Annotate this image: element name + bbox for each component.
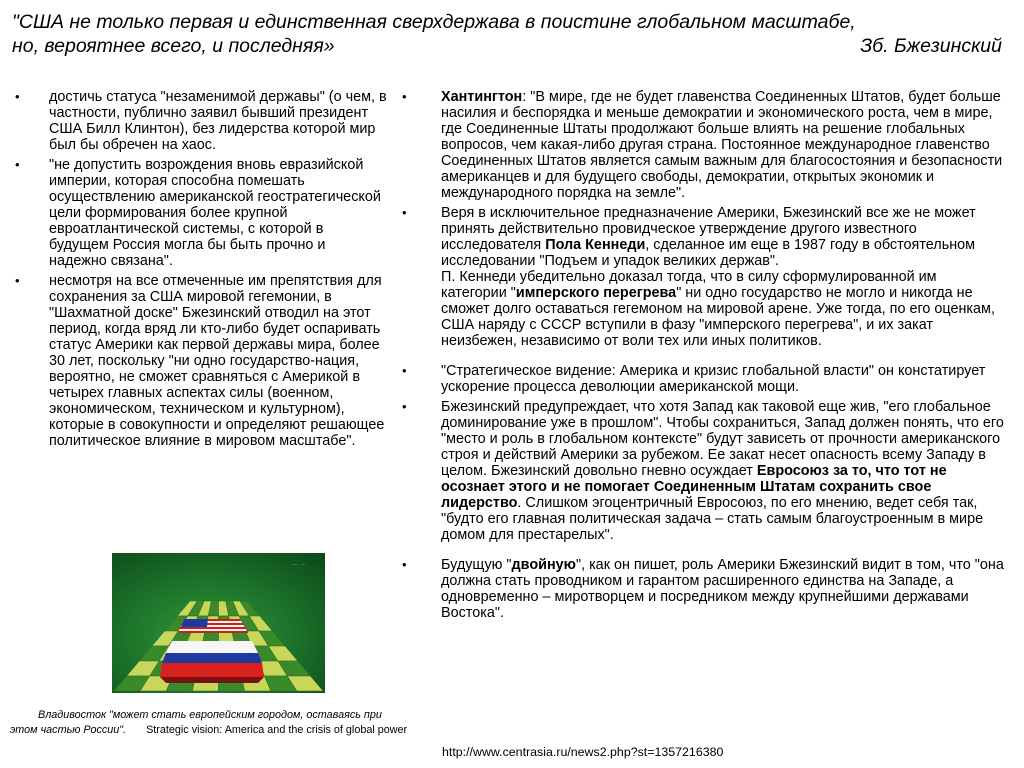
image-caption (10, 708, 410, 738)
list-item-text: достичь статуса "незаменимой державы" (о чем, в частности, публично заявил бывший президент США Билл Клинтон), без лидерства которой мир был бы обречен на хаос. (49, 89, 387, 153)
list-item-west-warning (400, 399, 1005, 543)
kennedy-para2-b: " ни одно государство не могло и никогда не сможет долго оставаться гегемоном на мировой арене. Уже тогда, по его оценкам, США наряду с СССР вступили в фазу "имперского перегрева", и их закат неизбежен, независимо от воли тех или иных политиков. (441, 285, 995, 349)
eu-criticism: Евросоюз за то, что тот не осознает этого и не помогает Соединенным Штатам сохранить свое лидерство (441, 463, 947, 511)
list-item (12, 273, 387, 449)
list-item (12, 89, 387, 153)
kennedy-para2-a: П. Кеннеди убедительно доказал тогда, что в силу сформулированной им категории " (441, 269, 937, 301)
left-column (12, 89, 387, 453)
quote-line-1: "США не только первая и единственная сверхдержава в поистине глобальном масштабе, (12, 11, 856, 33)
list-item (12, 157, 387, 269)
right-column (400, 89, 1005, 625)
bullet-icon: • (15, 89, 20, 104)
bullet-icon: • (402, 399, 407, 414)
caption-english: Strategic vision: America and the crisis of global power (146, 724, 408, 736)
quote-author: Зб. Бжезинский (860, 35, 1002, 57)
term-imperial-overstretch: имперского перегрева (515, 285, 677, 301)
list-item-kennedy (400, 205, 1005, 349)
west-warning-text-a: Бжезинский предупреждает, что хотя Запад как таковой еще жив, "его глобальное доминирование уже в прошлом". Чтобы сохраниться, Запад должен понять, что его "место и роль в глобальном контексте" будут зависеть от прочности американского строя и действий Америки за рубежом. Ее закат несет опасность всему Западу в целом. Бжезинский довольно гневно осуждает (441, 399, 1004, 479)
left-bullet-list (12, 89, 387, 449)
kennedy-paragraph-2 (441, 269, 1005, 349)
bullet-icon: • (402, 89, 407, 104)
list-item-text: несмотря на все отмеченные им препятствия для сохранения за США мировой гегемонии, в "Шахматной доске" Бжезинский отводил на этот период, когда вряд ли кто-либо будет оспаривать статус Америки как первой державы мира, более 30 лет, поскольку "ни одно государство-нация, вероятно, не сможет сравняться с Америкой в четырех главных аспектах силы (военном, экономическом, техническом и культурном), которые в совокупности и определяют решающее политическое влияние в мировом масштабе". (49, 273, 385, 449)
source-url: http://www.centrasia.ru/news2.php?st=1357216380 (442, 745, 724, 759)
name-huntington: Хантингтон (441, 89, 523, 105)
right-bullet-list (400, 89, 1005, 621)
bullet-icon: • (402, 363, 407, 378)
epigraph-quote (12, 10, 1002, 58)
caption-russian: Владивосток "может стать европейским городом, оставаясь при этом частью России". (10, 709, 382, 736)
strategic-vision-text: "Стратегическое видение: Америка и кризис глобальной власти" он констатирует ускорение процесса деволюции американской мощи. (441, 363, 986, 395)
russian-flag-icon (160, 641, 264, 683)
kennedy-text-b: , сделанное им еще в 1987 году в обстоятельном исследовании "Подъем и упадок великих держав". (441, 237, 976, 269)
huntington-quote: : "В мире, где не будет главенства Соединенных Штатов, будет больше насилия и беспорядка и меньше демократии и экономического роста, чем в мире, где Соединенные Штаты продолжают больше влиять на решение глобальных вопросов, чем какая-либо другая страна. Постоянное международное главенство Соединенных Штатов является самым важным для благосостояния и безопасности американцев и для будущего свободы, демократии, открытых экономик и международного порядка на земле". (441, 89, 1003, 201)
bullet-icon: • (402, 557, 407, 572)
artist-signature: ~ ~ (292, 561, 306, 569)
term-dual: двойную (511, 557, 576, 573)
list-item-text: "не допустить возрождения вновь евразийской империи, которая способна помешать осуществлению американской геостратегической цели формирования более крупной евроатлантической системы, с которой в будущем Россия могла бы быть прочно и надежно связана". (49, 157, 381, 269)
chessboard-flags-illustration (112, 553, 325, 693)
bullet-icon: • (15, 273, 20, 288)
us-flag-icon (178, 619, 248, 633)
list-item-huntington (400, 89, 1005, 201)
west-warning-text-b: . Слишком эгоцентричный Евросоюз, по его мнению, ведет себя так, "будто его главная политическая задача – стать самым благоустроенным в мире домом для престарелых". (441, 495, 984, 543)
quote-line-2-text: но, вероятнее всего, и последняя» (12, 35, 335, 57)
list-item-dual-role (400, 557, 1005, 621)
kennedy-text-a: Веря в исключительное предназначение Америки, Бжезинский все же не может принять действительно провидческое утверждение другого известного исследователя (441, 205, 976, 253)
bullet-icon: • (15, 157, 20, 172)
bullet-icon: • (402, 205, 407, 220)
quote-line-2 (12, 34, 1002, 58)
chessboard-flags-image (112, 553, 325, 693)
list-item-strategic-vision (400, 363, 1005, 395)
dual-role-text-a: Будущую " (441, 557, 512, 573)
dual-role-text-b: ", как он пишет, роль Америки Бжезинский видит в том, что "она должна стать проводником и гарантом расширенного единства на Западе, а одновременно – миротворцем и посредником между крупнейшими державами Востока". (441, 557, 1004, 621)
name-kennedy: Пола Кеннеди (545, 237, 646, 253)
